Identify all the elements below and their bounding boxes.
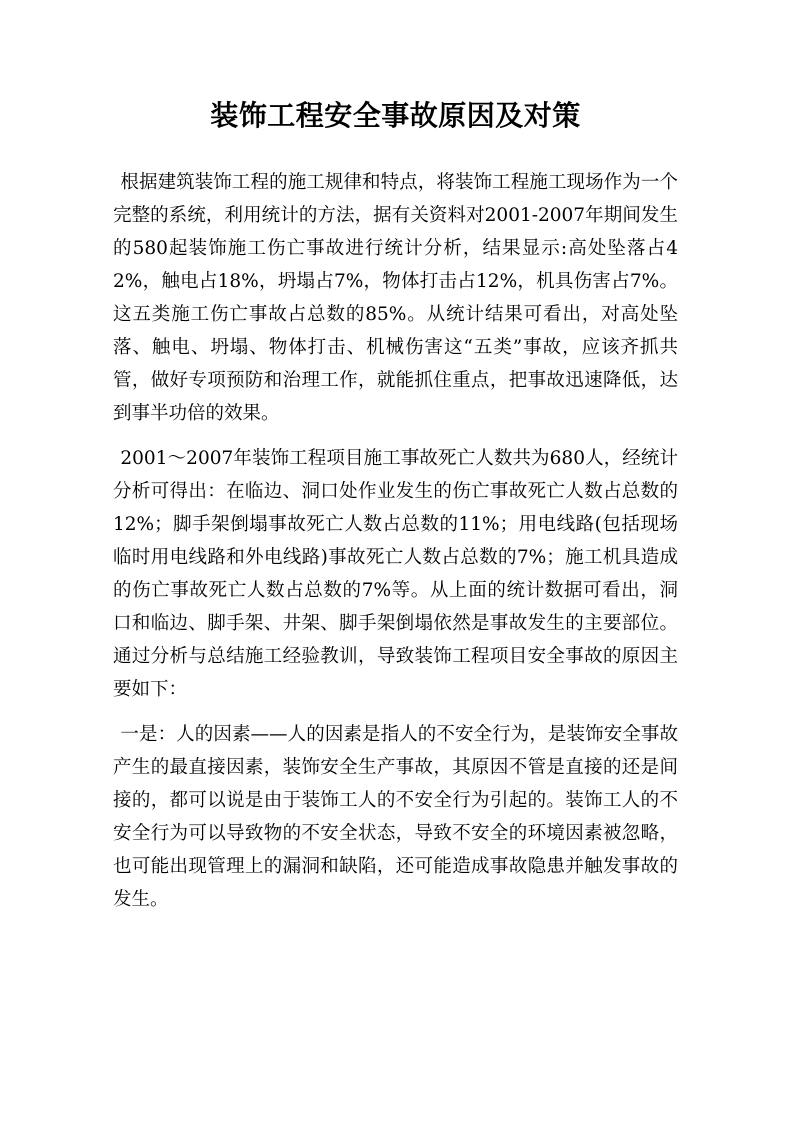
document-title: 装饰工程安全事故原因及对策 — [210, 99, 581, 132]
paragraph-human-factor: 一是：人的因素——人的因素是指人的不安全行为，是装饰安全事故产生的最直接因素，装饰安全生产事故，其原因不管是直接的还是间接的，都可以说是由于装饰工人的不安全行为引起的。装饰工人的不安全行为可以导致物的不安全状态，导致不安全的环境因素被忽略，也可能出现管理上的漏洞和缺陷，还可能造成事故隐患并触发事故的发生。 — [113, 724, 678, 910]
paragraph-statistics-overview: 根据建筑装饰工程的施工规律和特点，将装饰工程施工现场作为一个完整的系统，利用统计的方法，据有关资料对2001-2007年期间发生的580起装饰施工伤亡事故进行统计分析，结果显示:高处坠落占42%，触电占18%，坍塌占7%，物体打击占12%，机具伤害占7%。这五类施工伤亡事故占总数的85%。从统计结果可看出，对高处坠落、触电、坍塌、物体打击、机械伤害这“五类”事故，应该齐抓共管，做好专项预防和治理工作，就能抓住重点，把事故迅速降低，达到事半功倍的效果。 — [113, 172, 678, 424]
paragraph-fatality-analysis: 2001～2007年装饰工程项目施工事故死亡人数共为680人，经统计分析可得出：在临边、洞口处作业发生的伤亡事故死亡人数占总数的12%；脚手架倒塌事故死亡人数占总数的11%；用电线路(包括现场临时用电线路和外电线路)事故死亡人数占总数的7%；施工机具造成的伤亡事故死亡人数占总数的7%等。从上面的统计数据可看出，洞口和临边、脚手架、井架、脚手架倒塌依然是事故发生的主要部位。通过分析与总结施工经验教训，导致装饰工程项目安全事故的原因主要如下： — [113, 448, 678, 700]
